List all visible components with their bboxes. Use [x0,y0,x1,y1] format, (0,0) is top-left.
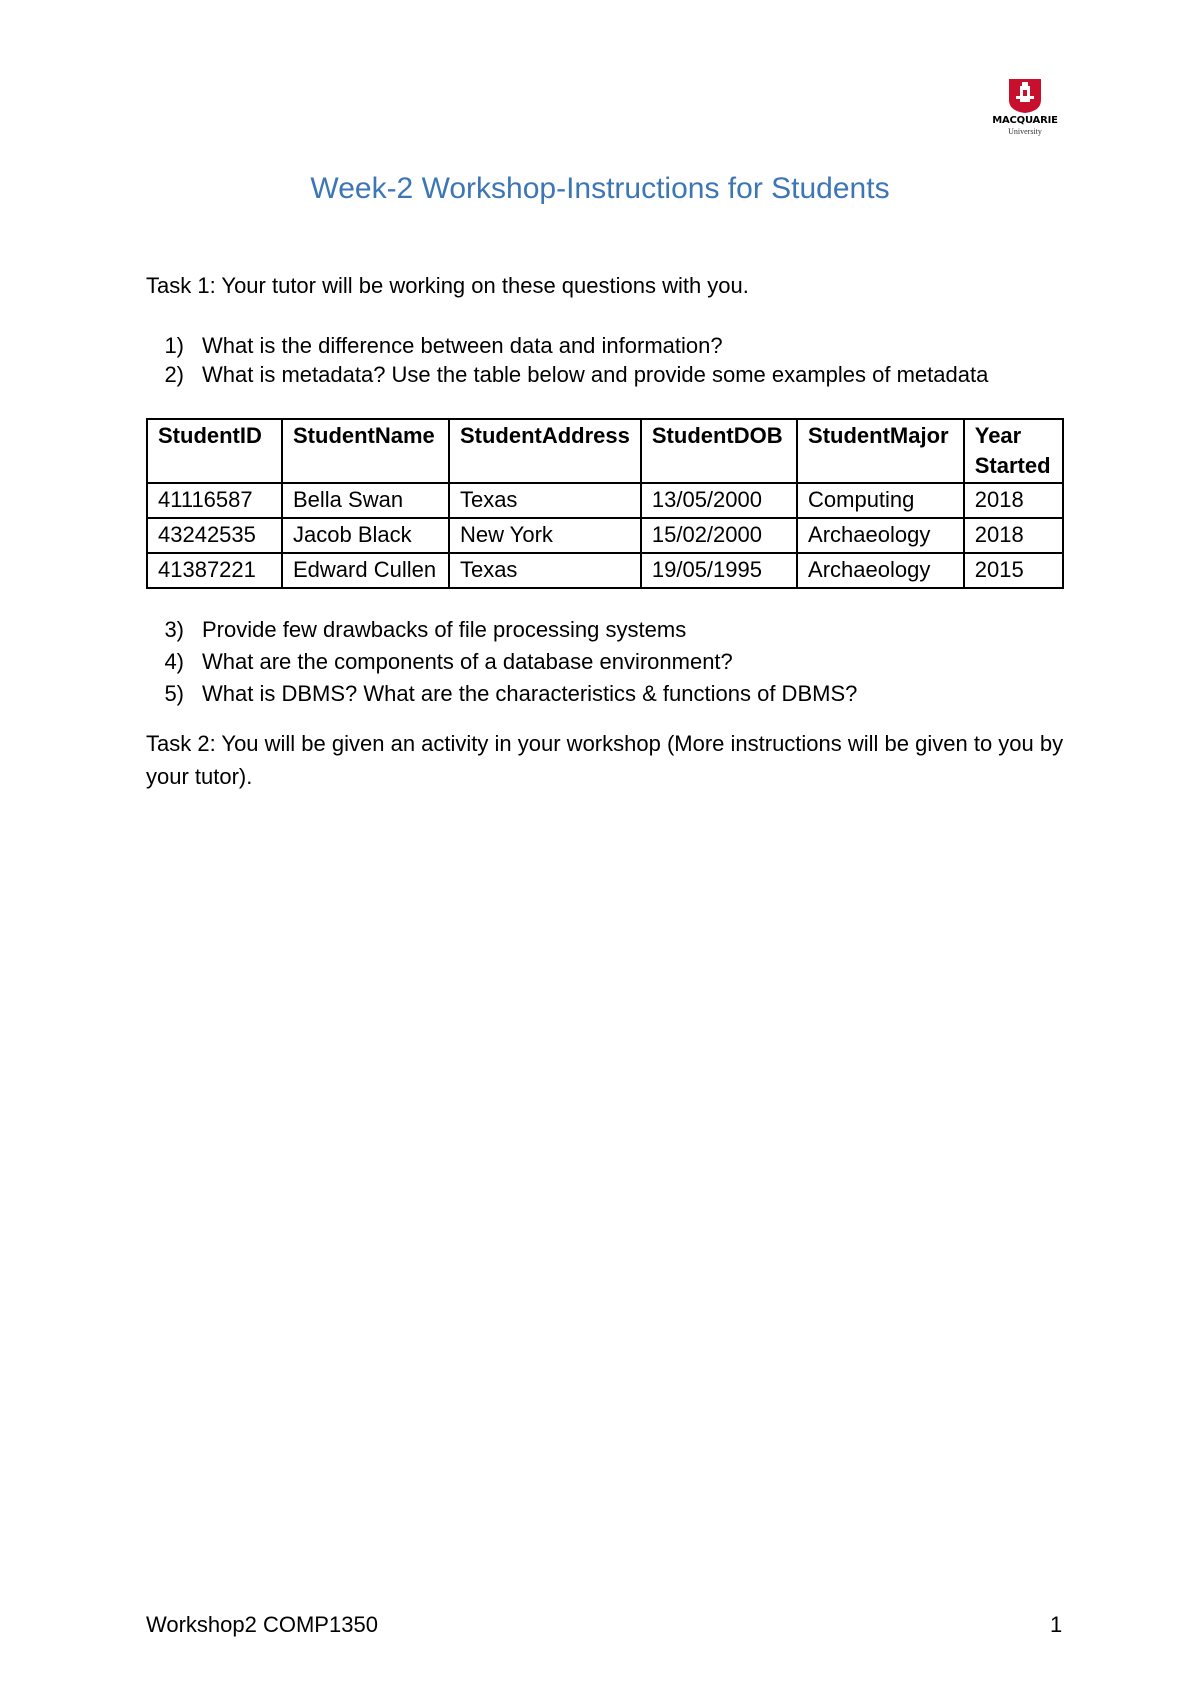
question-number: 1) [164,333,184,358]
table-cell: New York [449,518,641,553]
shield-logo-icon [1007,78,1043,114]
table-cell: Archaeology [797,518,964,553]
table-cell: 13/05/2000 [641,483,797,518]
table-row [147,483,1063,518]
header-student-dob: StudentDOB [641,419,797,483]
question-3 [146,615,686,645]
table-cell: Texas [449,553,641,588]
table-cell: Edward Cullen [282,553,449,588]
logo-wordmark: MACQUARIE [992,115,1058,126]
question-text: What are the components of a database environment? [202,649,733,674]
question-5 [146,679,857,709]
table-cell: Texas [449,483,641,518]
question-4 [146,647,733,677]
question-text: What is the difference between data and information? [202,333,723,358]
header-student-major: StudentMajor [797,419,964,483]
question-2 [146,360,988,390]
table-cell: Bella Swan [282,483,449,518]
question-text: What is DBMS? What are the characteristics & functions of DBMS? [202,681,858,706]
header-student-address: StudentAddress [449,419,641,483]
question-1 [146,331,723,361]
table-cell: 41387221 [147,553,282,588]
header-year-started: Year Started [964,419,1063,483]
footer-course: Workshop2 COMP1350 [146,1612,378,1637]
question-number: 2) [164,362,184,387]
table-cell: Computing [797,483,964,518]
question-number: 4) [164,649,184,674]
footer-page-number: 1 [1050,1612,1063,1637]
table-cell: 15/02/2000 [641,518,797,553]
task-2-paragraph: Task 2: You will be given an activity in your workshop (More instructions will be given to you by your tutor). [146,731,1064,789]
question-text: Provide few drawbacks of file processing systems [202,617,687,642]
table-cell: 2018 [964,483,1063,518]
document-title: Week-2 Workshop-Instructions for Students [310,172,890,205]
logo-subtitle: University [1008,127,1042,136]
table-row [147,553,1063,588]
question-text: What is metadata? Use the table below and provide some examples of metadata [202,362,989,387]
question-number: 3) [164,617,184,642]
table-row [147,518,1063,553]
table-cell: Jacob Black [282,518,449,553]
table-cell: 19/05/1995 [641,553,797,588]
table-cell: 43242535 [147,518,282,553]
task-1-heading: Task 1: Your tutor will be working on these questions with you. [146,273,749,298]
header-student-name: StudentName [282,419,449,483]
table-cell: 41116587 [147,483,282,518]
header-student-id: StudentID [147,419,282,483]
table-cell: 2018 [964,518,1063,553]
table-header-row [147,419,1063,483]
student-table [146,418,1064,589]
question-number: 5) [164,681,184,706]
university-logo [985,78,1065,138]
table-cell: Archaeology [797,553,964,588]
table-cell: 2015 [964,553,1063,588]
